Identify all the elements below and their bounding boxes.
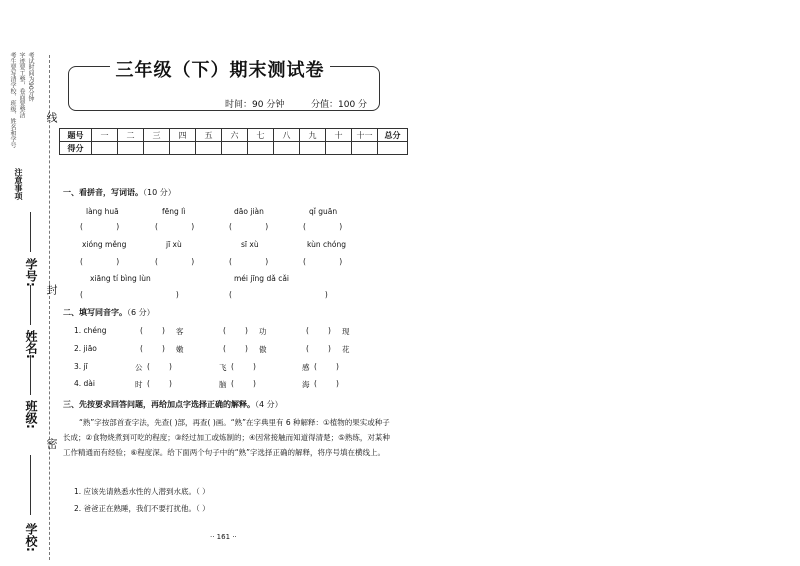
homophone-word: 花: [342, 345, 350, 354]
homophone-word: 海: [302, 380, 310, 389]
section3-points: （4 分）: [255, 400, 283, 409]
answer-parens[interactable]: ( ): [231, 379, 256, 388]
homophone-word: 功: [259, 327, 267, 336]
pinyin: xiāng tí bìng lùn: [90, 274, 151, 283]
homophone-word: 时: [135, 380, 143, 389]
col-header: 二: [118, 129, 144, 142]
score-table: [59, 128, 408, 155]
answer-parens[interactable]: ( ): [303, 257, 343, 266]
binding-dashed-line: [49, 55, 50, 560]
col-header: 九: [300, 129, 326, 142]
homophone-word: 公: [135, 363, 143, 372]
section2-title: 二、填写同音字。: [63, 308, 127, 317]
homophone-word: 感: [302, 363, 310, 372]
score-cell[interactable]: [118, 142, 144, 155]
section3-heading: [63, 399, 283, 410]
score-cell[interactable]: [144, 142, 170, 155]
page-title: 三年级（下）期末测试卷: [115, 60, 325, 81]
notes-line-2: 字迹要工整，卷面要整洁: [18, 52, 25, 118]
homophone-label: 4. dài: [74, 379, 95, 388]
student-id-fill-line[interactable]: [30, 212, 31, 252]
col-header: 十一: [352, 129, 378, 142]
col-header: 六: [222, 129, 248, 142]
section2-heading: [63, 307, 155, 318]
answer-parens[interactable]: ( ): [229, 257, 269, 266]
class-label: 班级:: [24, 400, 38, 429]
student-id-label: 学号:: [24, 258, 38, 287]
section1-heading: [63, 187, 176, 198]
answer-parens[interactable]: ( ): [147, 362, 172, 371]
answer-parens[interactable]: ( ): [80, 257, 120, 266]
score-cell[interactable]: [92, 142, 118, 155]
answer-parens[interactable]: ( ): [229, 290, 328, 299]
score-cell[interactable]: [248, 142, 274, 155]
score-cell[interactable]: [352, 142, 378, 155]
row-label-question-no: 题号: [60, 129, 92, 142]
homophone-word: 傲: [259, 345, 267, 354]
answer-parens[interactable]: ( ): [155, 222, 195, 231]
homophone-word: 脑: [219, 380, 227, 389]
notes-line-3: 考试时间为90分钟: [27, 52, 34, 102]
row-label-score: 得分: [60, 142, 92, 155]
col-header: 八: [274, 129, 300, 142]
answer-parens[interactable]: ( ): [140, 326, 165, 335]
pinyin: dāo jiàn: [234, 207, 264, 216]
score-table-header-row: [60, 129, 408, 142]
answer-parens[interactable]: ( ): [80, 222, 120, 231]
name-label: 姓名:: [24, 330, 38, 359]
answer-parens[interactable]: ( ): [231, 362, 256, 371]
notes-line-1: 考生要写清学校、班级、姓名和学号: [9, 52, 16, 148]
answer-parens[interactable]: ( ): [80, 290, 179, 299]
pinyin: kùn chóng: [307, 240, 346, 249]
pinyin: fēng lì: [162, 207, 186, 216]
score-cell[interactable]: [170, 142, 196, 155]
pinyin: sī xù: [241, 240, 259, 249]
pinyin: qǐ guān: [309, 207, 338, 216]
seal-char-seal: 封: [45, 284, 58, 295]
answer-parens[interactable]: ( ): [147, 379, 172, 388]
score-cell[interactable]: [326, 142, 352, 155]
section1-points: （10 分）: [143, 188, 176, 197]
homophone-label: 3. jī: [74, 362, 88, 371]
answer-parens[interactable]: ( ): [223, 344, 248, 353]
homophone-word: 客: [176, 327, 184, 336]
answer-parens[interactable]: ( ): [229, 222, 269, 231]
pinyin: làng huā: [86, 207, 119, 216]
page-number: ·· 161 ··: [210, 533, 237, 541]
answer-parens[interactable]: ( ): [314, 379, 339, 388]
score-cell[interactable]: [300, 142, 326, 155]
pinyin: xióng měng: [82, 240, 127, 249]
col-header: 十: [326, 129, 352, 142]
homophone-label: 2. jiāo: [74, 344, 97, 353]
homophone-word: 现: [342, 327, 350, 336]
answer-parens[interactable]: ( ): [314, 362, 339, 371]
section3-paragraph: “熟”字按部首查字法，先查( )部，再查( )画。“熟”在字典里有 6 种解释：①植物的果实或种子长成；②食物烧煮到可吃的程度；③经过加工或炼制的；④因常接触而知道得清楚；⑤熟练，对某种工作精通而有经验；⑥程度深。给下面两个句子中的“熟”字选择正确的解释，将序号填在横线上。: [63, 418, 390, 457]
answer-parens[interactable]: ( ): [306, 344, 331, 353]
question-1: 1. 应该先请熟悉水性的人潜到水底。（ ）: [74, 487, 210, 496]
score-cell-total[interactable]: [378, 142, 408, 155]
col-header-total: 总分: [378, 129, 408, 142]
col-header: 一: [92, 129, 118, 142]
answer-parens[interactable]: ( ): [155, 257, 195, 266]
score-cell[interactable]: [196, 142, 222, 155]
notes-label: 注意事项: [14, 168, 23, 200]
homophone-word: 嫩: [176, 345, 184, 354]
name-fill-line[interactable]: [30, 285, 31, 325]
score-cell[interactable]: [274, 142, 300, 155]
homophone-word: 飞: [219, 363, 227, 372]
section2-points: （6 分）: [127, 308, 155, 317]
exam-time: 时间：90 分钟: [222, 97, 287, 110]
col-header: 三: [144, 129, 170, 142]
seal-char-line: 线: [45, 112, 58, 123]
seal-char-close: 密: [45, 438, 58, 449]
pinyin: jī xù: [166, 240, 182, 249]
exam-total-score: 分值：100 分: [308, 97, 370, 110]
school-fill-line[interactable]: [30, 455, 31, 515]
answer-parens[interactable]: ( ): [140, 344, 165, 353]
school-label: 学校:: [24, 523, 38, 552]
answer-parens[interactable]: ( ): [303, 222, 343, 231]
homophone-label: 1. chéng: [74, 326, 107, 335]
col-header: 七: [248, 129, 274, 142]
answer-parens[interactable]: ( ): [306, 326, 331, 335]
section1-title: 一、看拼音，写词语。: [63, 188, 143, 197]
pinyin: méi jīng dǎ cǎi: [234, 274, 289, 283]
section3-title: 三、先按要求回答问题，再给加点字选择正确的解释。: [63, 400, 255, 409]
col-header: 四: [170, 129, 196, 142]
score-cell[interactable]: [222, 142, 248, 155]
col-header: 五: [196, 129, 222, 142]
question-2: 2. 爸爸正在熟睡，我们不要打扰他。（ ）: [74, 504, 210, 513]
score-table-score-row: [60, 142, 408, 155]
class-fill-line[interactable]: [30, 355, 31, 395]
answer-parens[interactable]: ( ): [223, 326, 248, 335]
